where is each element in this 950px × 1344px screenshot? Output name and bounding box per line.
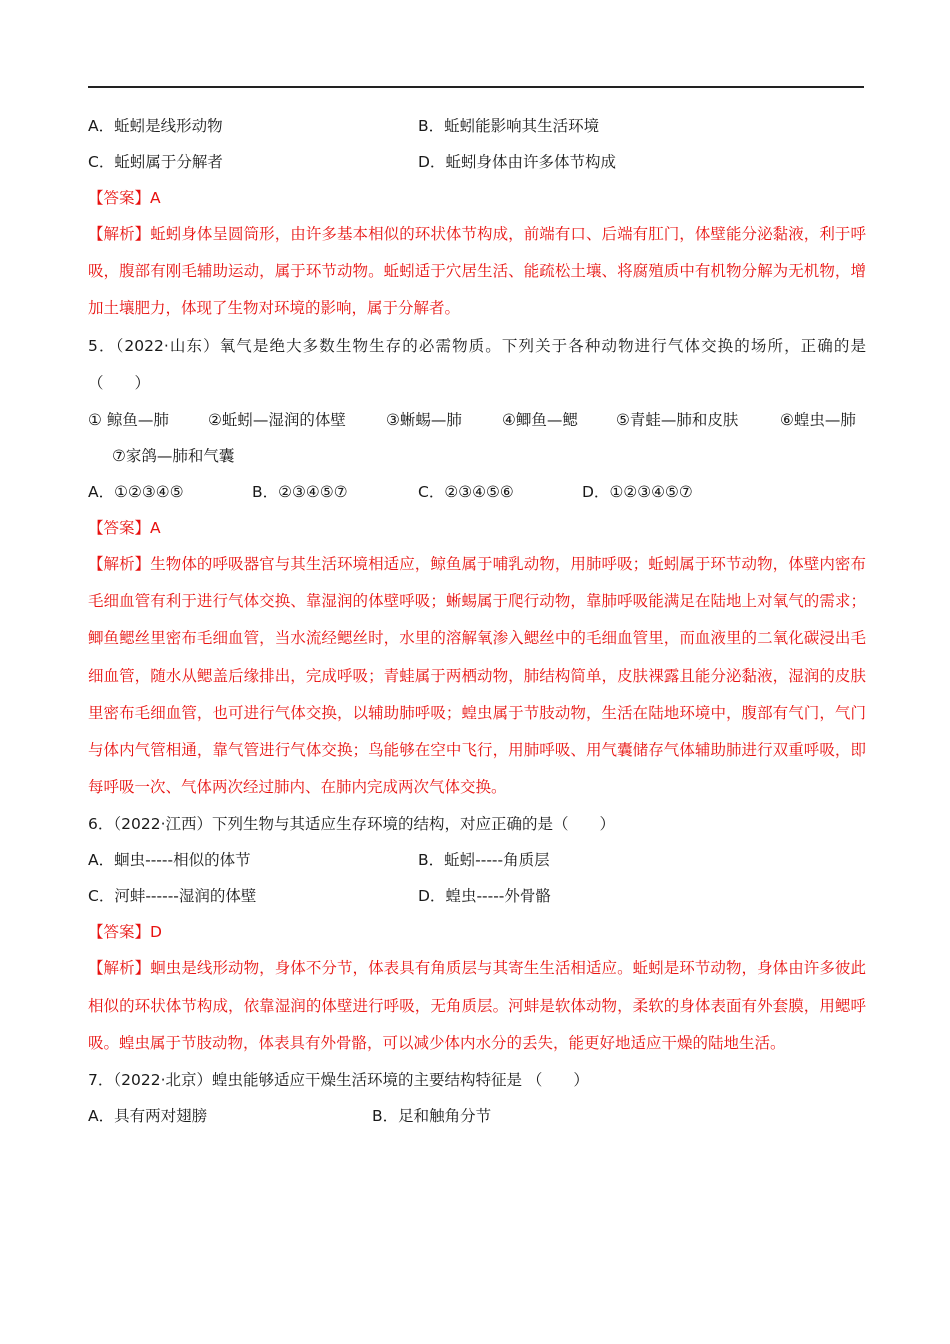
q6-option-d[interactable]: D．蝗虫-----外骨骼 bbox=[418, 887, 551, 906]
q4-analysis: 【解析】蚯蚓身体呈圆筒形，由许多基本相似的环状体节构成，前端有口、后端有肛门，体壁能分泌黏液，利于呼吸，腹部有刚毛辅助运动，属于环节动物。蚯蚓适于穴居生活、能疏松土壤、将腐殖质中有机物分解为无机物，增加土壤肥力，体现了生物对环境的影响，属于分解者。 bbox=[88, 225, 866, 318]
q6-analysis: 【解析】蛔虫是线形动物，身体不分节，体表具有角质层与其寄生生活相适应。蚯蚓是环节动物，身体由许多彼此相似的环状体节构成，依靠湿润的体壁进行呼吸，无角质层。河蚌是软体动物，柔软的身体表面有外套膜，用鳃呼吸。蝗虫属于节肢动物，体表具有外骨骼，可以减少体内水分的丢失，能更好地适应干燥的陆地生活。 bbox=[88, 959, 866, 1052]
q4-option-b[interactable]: B．蚯蚓能影响其生活环境 bbox=[418, 117, 600, 135]
q7-option-a[interactable]: A．具有两对翅膀 bbox=[88, 1107, 208, 1126]
header-rule bbox=[88, 86, 864, 88]
q4-option-a[interactable]: A．蚯蚓是线形动物 bbox=[88, 117, 223, 135]
q6-options-row-2 bbox=[88, 878, 866, 914]
q5-answer: 【答案】A bbox=[88, 519, 161, 538]
q5-item-1: ① 鲸鱼—肺 bbox=[88, 411, 169, 430]
q4-answer: 【答案】A bbox=[88, 189, 161, 207]
q5-option-c[interactable]: C．②③④⑤⑥ bbox=[418, 483, 514, 502]
q6-option-c[interactable]: C．河蚌------湿润的体壁 bbox=[88, 887, 257, 906]
q6-option-b[interactable]: B．蚯蚓-----角质层 bbox=[418, 851, 550, 870]
q6-options-row-1 bbox=[88, 842, 866, 878]
q4-options-row-1 bbox=[88, 108, 866, 144]
q5-option-d[interactable]: D．①②③④⑤⑦ bbox=[582, 483, 693, 502]
q5-items-row-1 bbox=[88, 402, 866, 438]
q4-option-d[interactable]: D．蚯蚓身体由许多体节构成 bbox=[418, 153, 616, 171]
q5-option-a[interactable]: A．①②③④⑤ bbox=[88, 483, 184, 502]
q7-option-b[interactable]: B．足和触角分节 bbox=[372, 1107, 492, 1126]
q5-option-b[interactable]: B．②③④⑤⑦ bbox=[252, 483, 348, 502]
q5-item-7: ⑦家鸽—肺和气囊 bbox=[112, 447, 235, 466]
q6-answer: 【答案】D bbox=[88, 923, 162, 942]
q5-item-3: ③蜥蜴—肺 bbox=[386, 411, 462, 430]
document-page bbox=[88, 108, 866, 1134]
q4-option-c[interactable]: C．蚯蚓属于分解者 bbox=[88, 153, 223, 171]
q5-analysis: 【解析】生物体的呼吸器官与其生活环境相适应，鲸鱼属于哺乳动物，用肺呼吸；蚯蚓属于环节动物，体壁内密布毛细血管有利于进行气体交换、靠湿润的体壁呼吸；蜥蜴属于爬行动物，靠肺呼吸能满足在陆地上对氧气的需求；鲫鱼鳃丝里密布毛细血管，当水流经鳃丝时，水里的溶解氧渗入鳃丝中的毛细血管里，而血液里的二氧化碳浸出毛细血管，随水从鳃盖后缘排出，完成呼吸；青蛙属于两栖动物，肺结构简单，皮肤裸露且能分泌黏液，湿润的皮肤里密布毛细血管，也可进行气体交换，以辅助肺呼吸；蝗虫属于节肢动物，生活在陆地环境中，腹部有气门，气门与体内气管相通，靠气管进行气体交换；鸟能够在空中飞行，用肺呼吸、用气囊储存气体辅助肺进行双重呼吸，即每呼吸一次、气体两次经过肺内、在肺内完成两次气体交换。 bbox=[88, 555, 866, 797]
q5-item-2: ②蚯蚓—湿润的体壁 bbox=[208, 411, 346, 430]
q5-item-6: ⑥蝗虫—肺 bbox=[780, 411, 856, 430]
q5-item-4: ④鲫鱼—鳃 bbox=[502, 411, 578, 430]
q4-options-row-2 bbox=[88, 144, 866, 180]
q6-stem: 6．（2022·江西）下列生物与其适应生存环境的结构，对应正确的是（ ） bbox=[88, 815, 616, 834]
q5-item-5: ⑤青蛙—肺和皮肤 bbox=[616, 411, 739, 430]
q7-stem: 7．（2022·北京）蝗虫能够适应干燥生活环境的主要结构特征是 （ ） bbox=[88, 1071, 589, 1090]
q5-options-row bbox=[88, 474, 866, 510]
q7-options-row bbox=[88, 1098, 866, 1134]
q5-stem: 5．（2022·山东）氧气是绝大多数生物生存的必需物质。下列关于各种动物进行气体交换的场所，正确的是（ ） bbox=[88, 336, 866, 392]
q6-option-a[interactable]: A．蛔虫-----相似的体节 bbox=[88, 851, 251, 870]
